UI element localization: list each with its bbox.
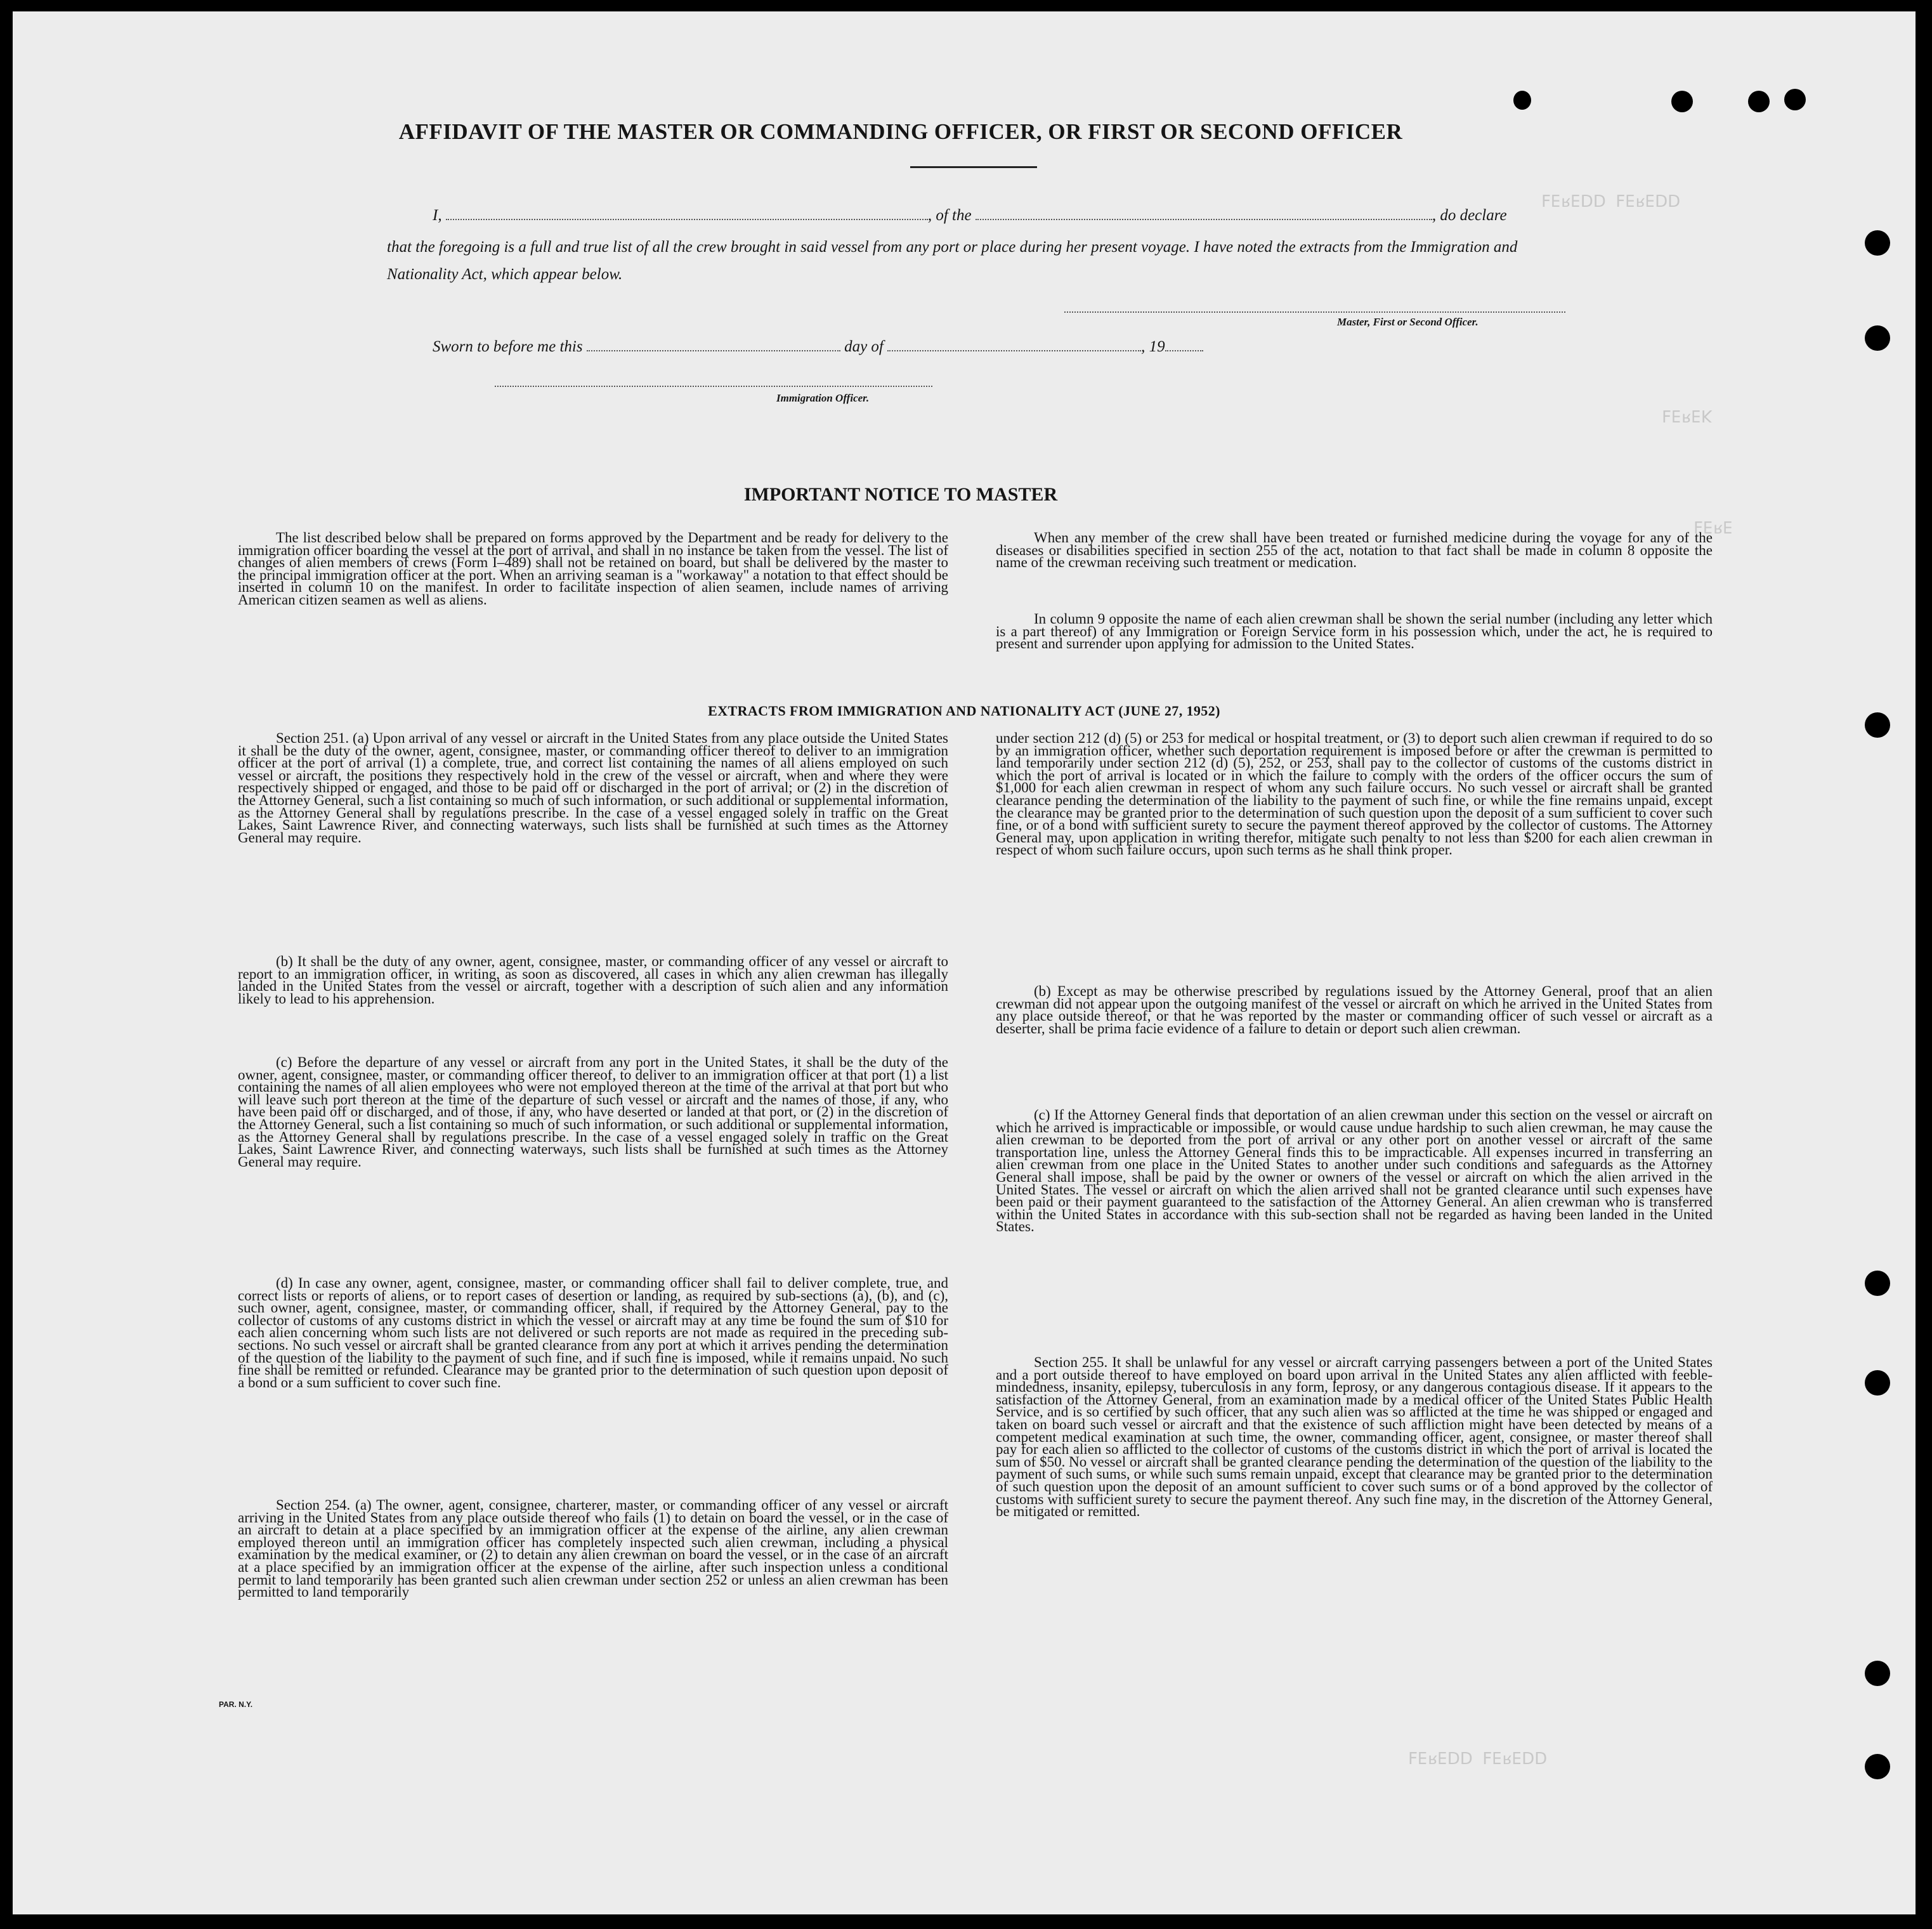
section-255: Section 255. It shall be unlawful for any vessel or aircraft carrying passengers between a port of the United States and a port outside thereof to have employed on board upon arrival in the United States any alien afflicted with feeble-mindedness, insanity, epilepsy, tuberculosis in any form, leprosy, or any dangerous contagious disease. If it appears to the satisfaction of the Attorney General, from an examination made by a medical officer of the United States Public Health Service, and is so certified by such officer, that any such alien was so afflicted at the time he was shipped or engaged and taken on board such vessel or aircraft and that the existence of such affliction might have been detected by means of a competent medical examination at such time, the owner, commanding officer, agent, consignee, or master thereof shall pay for each alien so afflicted to the collector of customs of the customs district in which the port of arrival is located the sum of $50. No vessel or aircraft shall be granted clearance pending the determination of the question of the liability to the payment of such sums, or while such sums remain unpaid, except that clearance may be granted prior to the determination of such question upon the deposit of an amount sufficient to cover such sums or of a bond approved by the collector of customs with sufficient surety to secure the payment thereof. Any such fine may, in the discretion of the Attorney General, be mitigated or remitted. [996, 1354, 1713, 1520]
notice-right-paragraph-1: When any member of the crew shall have been treated or furnished medicine during the voyage for any of the diseases or disabilities specified in section 255 of the act, notation to that fact shall be made in column 8 opposite the name of the crewman receiving such treatment or medication. [996, 530, 1713, 571]
punch-hole [1513, 91, 1531, 110]
sworn-day-field[interactable] [587, 336, 840, 351]
vessel-field[interactable] [976, 205, 1432, 220]
punch-hole [1671, 91, 1693, 112]
punch-hole [1865, 1661, 1890, 1686]
sworn-line [433, 336, 1321, 356]
punch-hole [1865, 230, 1890, 256]
officer-signature-field[interactable] [495, 386, 932, 387]
name-field[interactable] [446, 205, 928, 220]
officer-signature-caption: Immigration Officer. [776, 392, 870, 404]
day-of-label: day of [844, 338, 884, 355]
declaration-line [433, 205, 1581, 225]
sworn-month-field[interactable] [887, 336, 1141, 351]
section-254b: (b) Except as may be otherwise prescribed by regulations issued by the Attorney General, proof that an alien crewman did not appear upon the outgoing manifest of the vessel or aircraft on which he arrived in the United States from any place outside thereof, or that he was reported by the master or commanding officer of such vessel or aircraft as a deserter, shall be prima facie evidence of a failure to detain or deport such alien crewman. [996, 983, 1713, 1036]
do-declare-label: , do declare [1432, 207, 1507, 224]
year-label: , 19 [1141, 338, 1165, 355]
bleed-through-mark: ꓘ∃ᴚ∃ꟻ [1662, 409, 1712, 428]
affidavit-title: AFFIDAVIT OF THE MASTER OR COMMANDING OFFICER, OR FIRST OR SECOND OFFICER [398, 119, 1403, 144]
master-signature-field[interactable] [1064, 311, 1565, 313]
punch-hole [1865, 712, 1890, 738]
title-underline [910, 166, 1037, 168]
section-251d: (d) In case any owner, agent, consignee, master, or commanding officer shall fail to deliver complete, true, and correct lists or reports of aliens, or to report cases of desertion or landing, as required by sub-sections (a), (b), and (c), such owner, agent, consignee, master, or commanding officer, shall, if required by the Attorney General, pay to the collector of customs of any customs district in which the vessel or aircraft may at any time be found the sum of $10 for each alien concerning whom such lists are not delivered or such reports are not made as required in the preceding sub-sections. No such vessel or aircraft shall be granted clearance from any port at which it arrives pending the determination of the question of the liability to the payment of such fine, and if such fine is imposed, while it remains unpaid. No such fine shall be remitted or refunded. Clearance may be granted prior to the determination of such question upon deposit of a bond or a sum sufficient to cover such fine. [238, 1275, 948, 1390]
document-page [13, 11, 1916, 1914]
section-254a: Section 254. (a) The owner, agent, consignee, charterer, master, or commanding officer of any vessel or aircraft arriving in the United States from any place outside thereof who fails (1) to detain on board the vessel, or in the case of an aircraft to detain at a place specified by an immigration officer at the expense of the airline, any alien crewman employed thereon until an immigration officer has completely inspected such alien crewman, including a physical examination by the medical examiner, or (2) to detain any alien crewman on board the vessel, or in the case of an aircraft at a place specified by an immigration officer at the expense of the airline, after such inspection unless a conditional permit to land temporarily has been granted such alien crewman under section 252 or unless an alien crewman has been permitted to land temporarily [238, 1497, 948, 1600]
bleed-through-mark: ∃ᴚ∃ꟻ [1694, 520, 1733, 539]
section-251a: Section 251. (a) Upon arrival of any vessel or aircraft in the United States from any place outside the United States it shall be the duty of the owner, agent, consignee, master, or commanding officer thereof to deliver to an immigration officer at the port of arrival (1) a complete, true, and correct list containing the names of all aliens employed on such vessel or aircraft, the positions they respectively hold in the crew of the vessel or aircraft, when and where they were respectively shipped or engaged, and those to be paid off or discharged in the port of arrival; or (2) in the discretion of the Attorney General, such a list containing so much of such information, or such additional or supplemental information, as the Attorney General shall by regulations prescribe. In the case of a vessel engaged solely in traffic on the Great Lakes, Saint Lawrence River, and connecting waterways, such lists shall be furnished at such times as the Attorney General may require. [238, 730, 948, 846]
notice-right-paragraph-2: In column 9 opposite the name of each alien crewman shall be shown the serial number (including any letter which is a part thereof) of any Immigration or Foreign Service form in his possession which, under the act, he is required to present and surrender upon applying for admission to the United States. [996, 611, 1713, 652]
section-251c: (c) Before the departure of any vessel or aircraft from any port in the United States, it shall be the duty of the owner, agent, consignee, master, or commanding officer thereof, to deliver to an immigration officer at that port (1) a list containing the names of all alien employees who were not employed thereon at the time of the arrival at that port but who will leave such port thereon at the time of the departure of such vessel or aircraft and the names of those, if any, who have been paid off or discharged, and of those, if any, who have deserted or landed at that port, or (2) in the discretion of the Attorney General, such a list containing so much of such information, or such additional or supplemental information, as the Attorney General shall by regulations prescribe. In the case of a vessel engaged solely in traffic on the Great Lakes, Saint Lawrence River, and connecting waterways, such lists shall be furnished at such times as the Attorney General may require. [238, 1054, 948, 1170]
punch-hole [1865, 1271, 1890, 1296]
notice-left-paragraph: The list described below shall be prepared on forms approved by the Department and be ready for delivery to the immigration officer boarding the vessel at the port of arrival, and shall in no instance be taken from the vessel. The list of changes of alien members of crews (Form I–489) shall not be retained on board, but shall be delivered by the master to the principal immigration officer at the port. When an arriving seaman is a "workaway" a notation to that effect should be inserted in column 10 on the manifest. In order to facilitate inspection of alien seamen, include names of arriving American citizen seamen as well as aliens. [238, 530, 948, 608]
sworn-label: Sworn to before me this [433, 338, 583, 355]
section-254c: (c) If the Attorney General finds that deportation of an alien crewman under this section on the vessel or aircraft on which he arrived is impracticable or impossible, or would cause undue hardship to such alien crewman, he may cause the alien crewman to be deported from the port of arrival or any other port on another vessel or aircraft of the same transportation line, unless the Attorney General finds this to be impracticable. All expenses incurred in transferring an alien crewman from one place in the United States to another under such conditions and safeguards as the Attorney General shall impose, shall be paid by the owner or owners of the vessel or aircraft on which the alien arrived in the United States. The vessel or aircraft on which the alien arrived shall not be granted clearance until such expenses have been paid or their payment guaranteed to the satisfaction of the Attorney General. An alien crewman who is transferred within the United States in accordance with this sub-section shall not be regarded as having been landed in the United States. [996, 1107, 1713, 1235]
bleed-through-mark: ᗡᗡ∃ᴚ∃ꟻ ᗡᗡ∃ᴚ∃ꟻ [1408, 1750, 1548, 1769]
punch-hole [1748, 91, 1770, 112]
punch-hole [1865, 1370, 1890, 1396]
printer-code: PAR. N.Y. [219, 1700, 253, 1709]
punch-hole [1865, 1754, 1890, 1779]
affidavit-statement: that the foregoing is a full and true list of all the crew brought in said vessel from any port or place during her present voyage. I have noted the extracts from the Immigration and Nationality Act, which appear below. [387, 239, 1518, 283]
of-the-label: , of the [927, 207, 972, 224]
section-251b: (b) It shall be the duty of any owner, agent, consignee, master, or commanding officer of any vessel or aircraft to report to an immigration officer, in writing, as soon as discovered, all cases in which any alien crewman has illegally landed in the United States from the vessel or aircraft, together with a description of such alien and any information likely to lead to his apprehension. [238, 953, 948, 1007]
section-254a-continued: under section 212 (d) (5) or 253 for medical or hospital treatment, or (3) to deport such alien crewman if required to do so by an immigration officer, whether such deportation requirement is imposed before or after the crewman is permitted to land temporarily under section 212 (d) (5), 252, or 253, shall pay to the collector of customs of the customs district in which the port of arrival is located or in which the failure to comply with the orders of the officer occurs the sum of $1,000 for each alien crewman in respect of whom any such failure occurs. No such vessel or aircraft shall be granted clearance pending the determination of the liability to the payment of such fine, or while the fine remains unpaid, except the clearance may be granted prior to the determination of such question upon the deposit of a sum sufficient to cover such fine, or of a bond with sufficient surety to secure the payment thereof approved by the collector of customs. The Attorney General may, upon application in writing therefor, mitigate such penalty to not less than $200 for each alien crewman in respect of whom such failure occurs, upon such terms as he shall think proper. [996, 730, 1713, 858]
i-label: I, [433, 207, 442, 224]
punch-hole [1865, 325, 1890, 351]
notice-heading: IMPORTANT NOTICE TO MASTER [743, 484, 1058, 505]
master-signature-caption: Master, First or Second Officer. [1337, 316, 1478, 328]
bleed-through-mark: ᗡᗡ∃ᴚ∃ꟻ ᗡᗡ∃ᴚ∃ꟻ [1541, 193, 1681, 212]
extracts-heading: EXTRACTS FROM IMMIGRATION AND NATIONALITY ACT (JUNE 27, 1952) [708, 703, 1220, 719]
punch-hole [1784, 89, 1806, 110]
sworn-year-field[interactable] [1165, 336, 1203, 351]
